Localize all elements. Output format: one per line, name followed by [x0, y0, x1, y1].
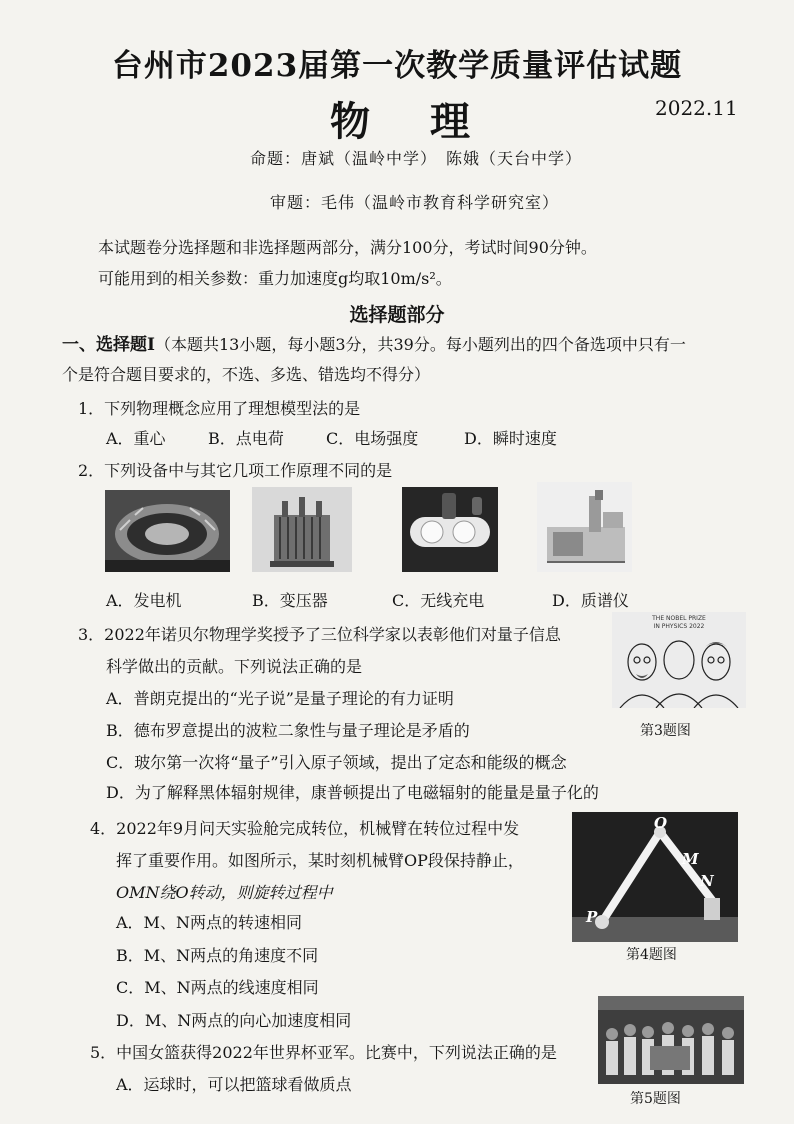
q3-option-b: B．德布罗意提出的波粒二象性与量子理论是矛盾的	[106, 721, 470, 740]
q4-stem-line-2: 挥了重要作用。如图所示，某时刻机械臂OP段保持静止，	[116, 851, 524, 870]
q5-figure-caption: 第5题图	[630, 1091, 681, 1107]
q4-option-a: A．M、N两点的转速相同	[116, 913, 302, 932]
q1-option-b: B．点电荷	[208, 429, 284, 448]
mass-spectrometer-image	[537, 482, 632, 572]
q1-stem: 1．下列物理概念应用了理想模型法的是	[78, 399, 361, 418]
q4-stem-line-3: OMN绕O转动，则旋转过程中	[116, 883, 333, 902]
part1-heading	[62, 330, 686, 355]
reviewer-line: 审题：毛伟（温岭市教育科学研究室）	[270, 193, 560, 212]
q4-option-d: D．M、N两点的向心加速度相同	[116, 1011, 352, 1030]
subject-title: 物理	[330, 98, 530, 145]
exam-title: 台州市2023届第一次教学质量评估试题	[111, 48, 683, 84]
q1-option-d: D．瞬时速度	[464, 429, 557, 448]
part1-desc-cont: 个是符合题目要求的，不选、多选、错选均不得分）	[62, 365, 431, 384]
authors-line: 命题：唐斌（温岭中学） 陈娥（天台中学）	[250, 149, 583, 168]
q3-figure-caption: 第3题图	[640, 723, 691, 739]
q3-stem-line-1: 3．2022年诺贝尔物理学奖授予了三位科学家以表彰他们对量子信息	[78, 625, 561, 644]
q3-option-a: A．普朗克提出的“光子说”是量子理论的有力证明	[106, 689, 454, 708]
q1-option-a: A．重心	[106, 429, 166, 448]
q4-figure-caption: 第4题图	[626, 947, 677, 963]
section-title: 选择题部分	[349, 304, 445, 326]
q3-option-d: D．为了解释黑体辐射规律，康普顿提出了电磁辐射的能量是量子化的	[106, 783, 599, 802]
q4-option-b: B．M、N两点的角速度不同	[116, 946, 319, 965]
robotic-arm-image	[572, 812, 738, 942]
intro-line-1: 本试题卷分选择题和非选择题两部分，满分100分，考试时间90分钟。	[98, 238, 597, 257]
generator-image	[105, 490, 230, 572]
q4-label-m: M	[682, 850, 699, 868]
q3-option-c: C．玻尔第一次将“量子”引入原子领域，提出了定态和能级的概念	[106, 753, 567, 772]
intro-line-2: 可能用到的相关参数：重力加速度g均取10m/s²。	[98, 269, 452, 288]
q2-option-a: A．发电机	[106, 591, 182, 610]
basketball-team-image	[598, 996, 744, 1084]
wireless-charger-image	[402, 487, 498, 572]
part1-desc: （本题共13小题，每小题3分，共39分。每小题列出的四个备选项中只有一	[154, 335, 686, 354]
q4-option-c: C．M、N两点的线速度相同	[116, 978, 319, 997]
q5-option-a: A．运球时，可以把篮球看做质点	[116, 1075, 352, 1094]
q2-option-d: D．质谱仪	[552, 591, 629, 610]
q2-option-c: C．无线充电	[392, 591, 485, 610]
nobel-caption-line-2: IN PHYSICS 2022	[653, 623, 705, 630]
q3-stem-line-2: 科学做出的贡献。下列说法正确的是	[106, 657, 363, 676]
nobel-laureates-image	[612, 612, 746, 708]
nobel-caption-line-1: THE NOBEL PRIZE	[652, 615, 706, 622]
exam-date: 2022.11	[655, 96, 738, 120]
q4-stem-line-1: 4．2022年9月问天实验舱完成转位，机械臂在转位过程中发	[90, 819, 520, 838]
q5-stem: 5．中国女篮获得2022年世界杯亚军。比赛中，下列说法正确的是	[90, 1043, 557, 1062]
q4-label-o: O	[654, 814, 668, 832]
q2-option-b: B．变压器	[252, 591, 328, 610]
q4-label-n: N	[700, 872, 714, 890]
q4-label-p: P	[586, 908, 598, 926]
transformer-image	[252, 487, 352, 572]
q1-option-c: C．电场强度	[326, 429, 419, 448]
part1-label: 一、选择题Ⅰ	[62, 335, 155, 355]
q2-stem: 2．下列设备中与其它几项工作原理不同的是	[78, 461, 393, 480]
